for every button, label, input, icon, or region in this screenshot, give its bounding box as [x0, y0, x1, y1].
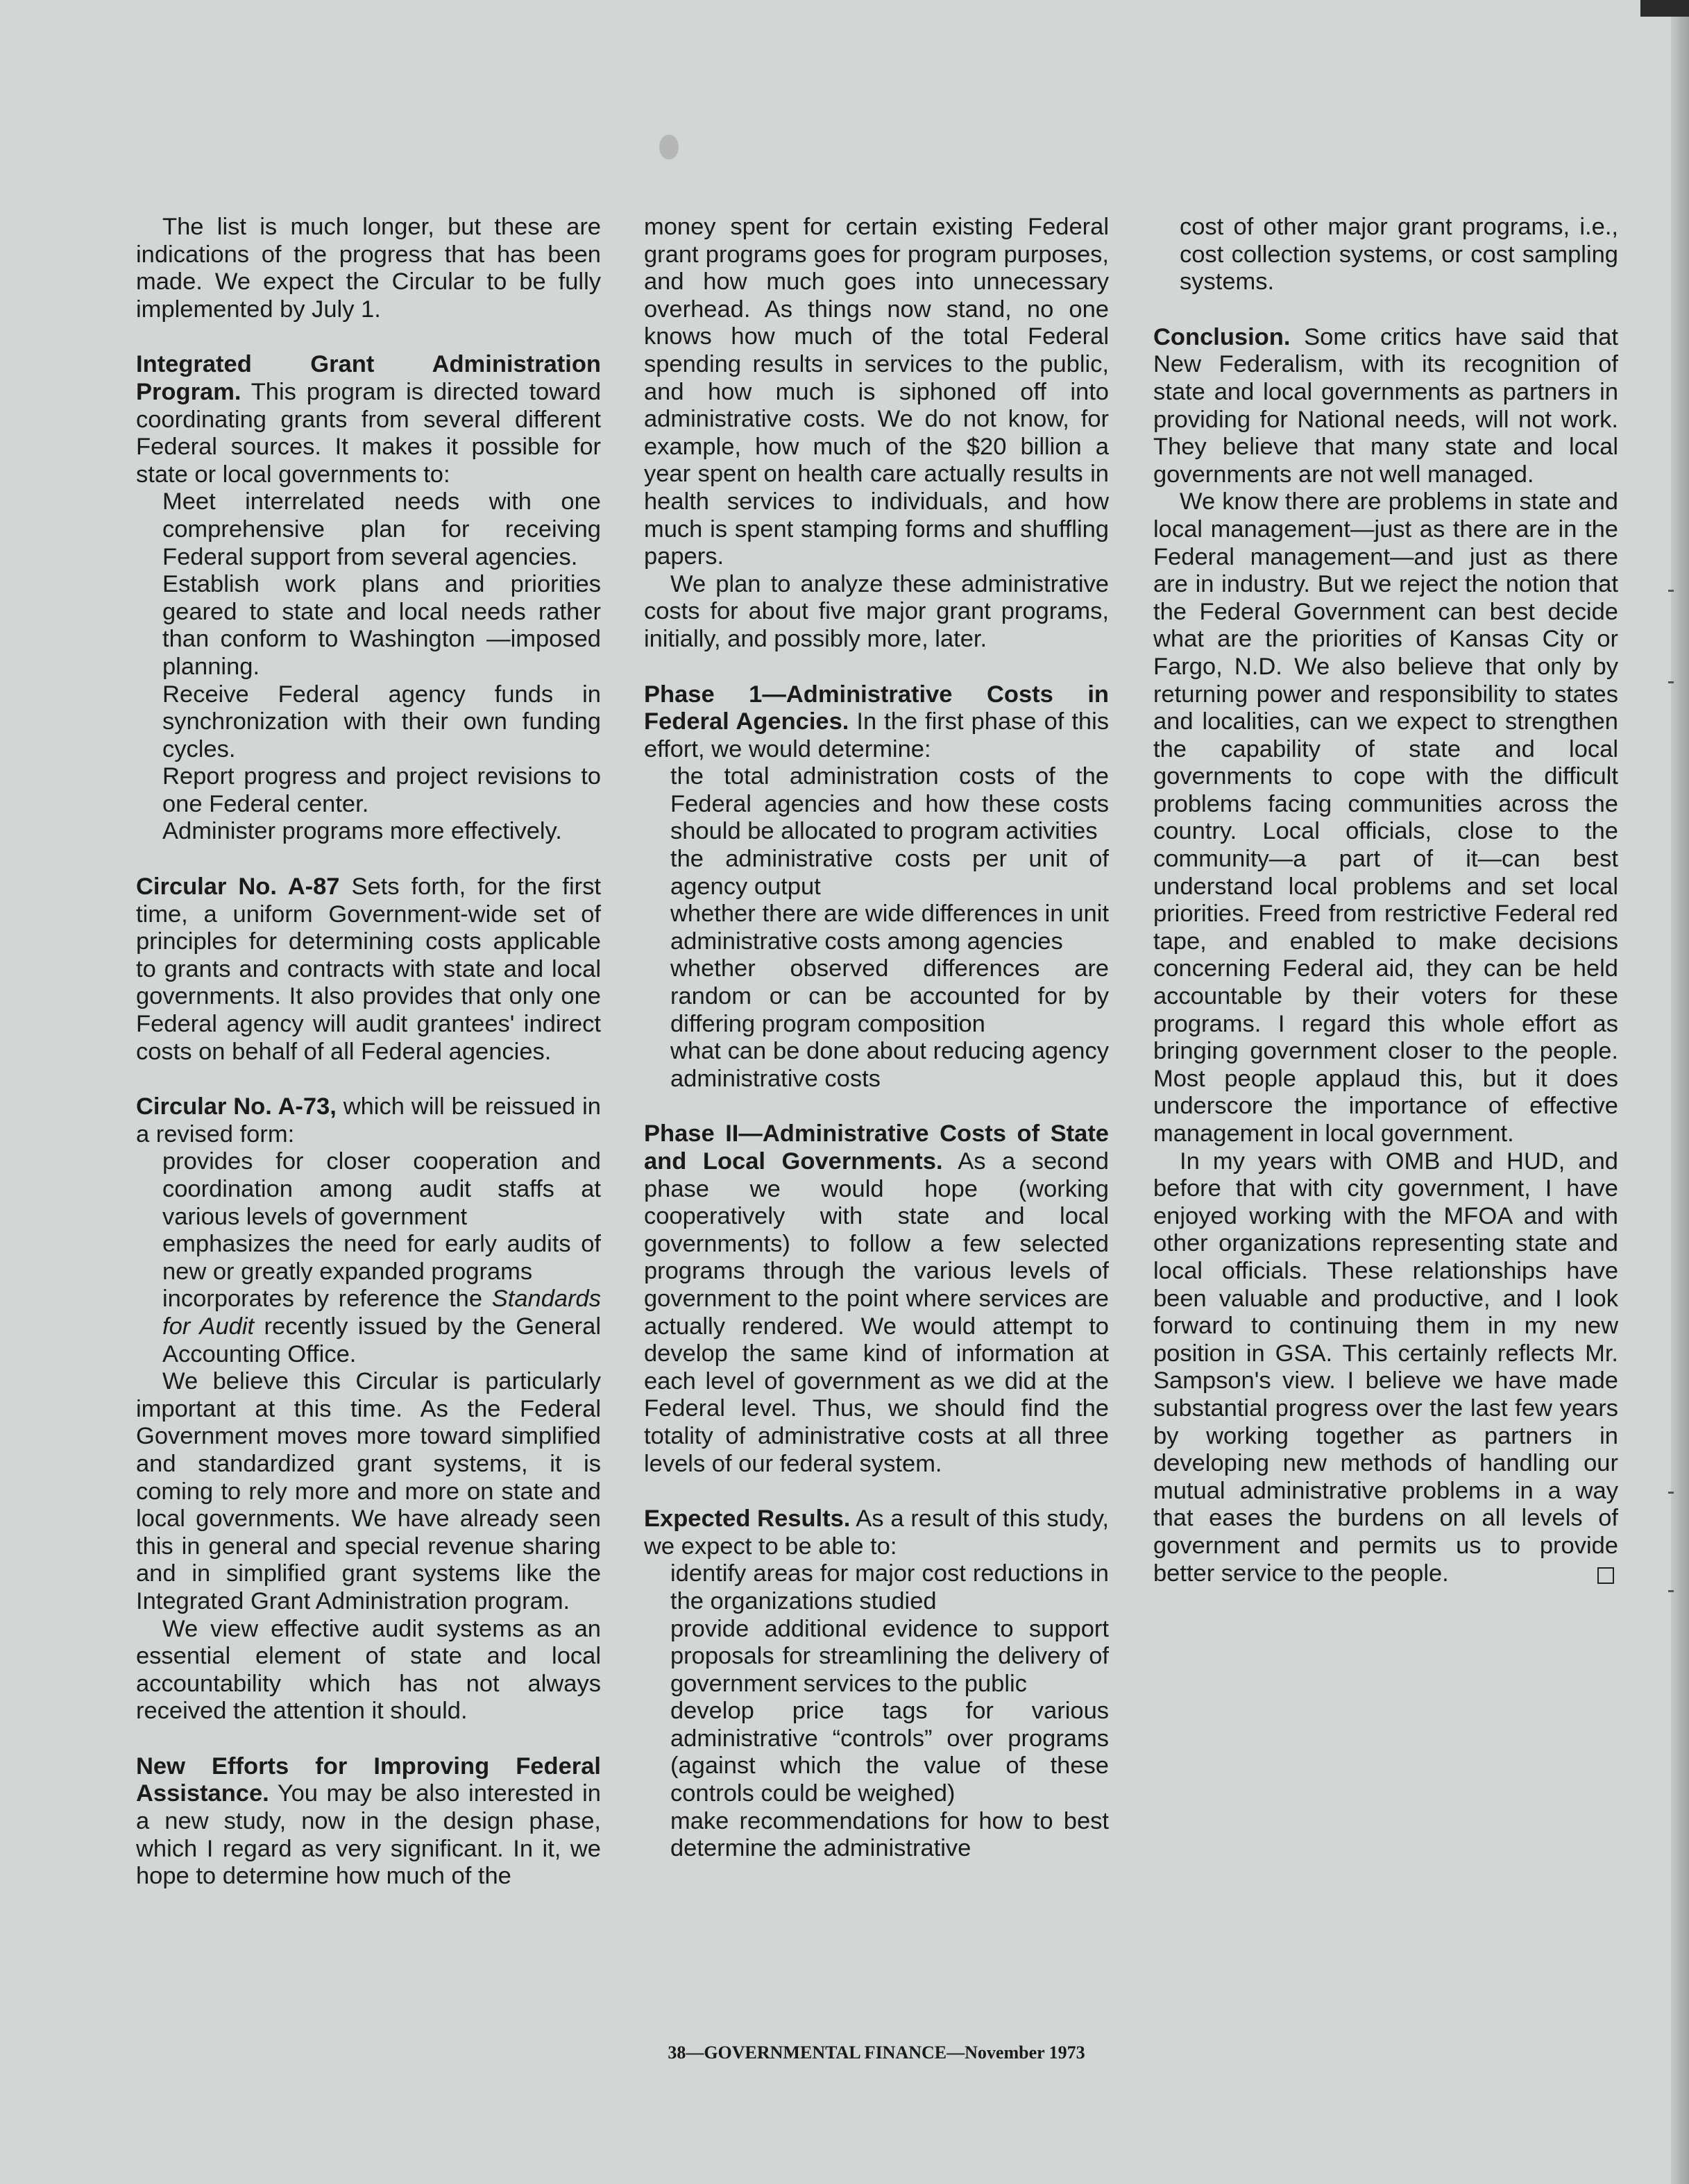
list-item: Report progress and project revisions to one Federal center. — [162, 763, 601, 817]
list-item: Administer programs more effectively. — [162, 818, 562, 845]
page-corner — [1640, 0, 1689, 17]
list-item — [162, 1286, 601, 1368]
conclusion-body: Some critics have said that New Federalism, with its recognition of state and local governments as partners in providing for National needs, will not work. They believe that many state and local governments are not well managed. — [1153, 323, 1618, 488]
expected-heading: Expected Results. — [644, 1505, 851, 1533]
list-item-text: recently issued by the General Accounting Office. — [162, 1313, 601, 1367]
a73-heading: Circular No. A-73, — [136, 1093, 337, 1120]
phase2-section — [644, 1120, 1109, 1478]
list-item: emphasizes the need for early audits of new or greatly expanded programs — [162, 1231, 601, 1285]
igap-heading: Integrated Grant Administration Program. — [136, 351, 601, 405]
phase1-body: In the first phase of this effort, we would determine: — [644, 708, 1110, 762]
conclusion-section — [1153, 324, 1618, 489]
list-item: the total administration costs of the Federal agencies and how these costs should be allocated to program activities — [670, 763, 1109, 845]
list-item: what can be done about reducing agency administrative costs — [670, 1038, 1109, 1092]
igap-body: This program is directed toward coordinating grants from several different Federal sources. It makes it possible for state or local governments to: — [136, 378, 602, 488]
continued-paragraph: money spent for certain existing Federal grant programs goes for program purposes, and how much goes into unnecessary overhead. As things now stand, no one knows how much of the total Federal spending results in services to the public, and how much is siphoned off into administrative costs. We do not know, for example, how much of the $20 billion a year spent on health care actually results in health services to individuals, and how much is spent stamping forms and shuffling papers. — [644, 214, 1109, 570]
continued-list-item: cost of other major grant programs, i.e., cost collection systems, or cost sampling systems. — [1180, 214, 1618, 296]
list-item: whether there are wide differences in unit administrative costs among agencies — [670, 901, 1109, 955]
punch-hole-mark — [659, 135, 679, 160]
margin-tick — [1668, 1492, 1674, 1494]
conclusion-heading: Conclusion. — [1153, 323, 1291, 350]
view-paragraph: We view effective audit systems as an essential element of state and local accountability which has not always received the attention it should. — [136, 1615, 601, 1725]
intro-paragraph: The list is much longer, but these are indications of the progress that has been made. We expect the Circular to be fully implemented by July 1. — [136, 214, 601, 323]
margin-tick — [1668, 590, 1674, 592]
list-item: Establish work plans and priorities geared to state and local needs rather than conform to Washington —imposed planning. — [162, 571, 601, 680]
list-item: provides for closer cooperation and coordination among audit staffs at various levels of government — [162, 1148, 601, 1230]
list-item: whether observed differences are random or can be accounted for by differing program composition — [670, 955, 1109, 1037]
list-item: develop price tags for various administrative “controls” over programs (against which the value of these controls could be weighed) — [670, 1698, 1109, 1807]
page-edge-shadow — [1671, 0, 1689, 2184]
phase1-section — [644, 681, 1109, 764]
a87-heading: Circular No. A-87 — [136, 873, 340, 901]
final-paragraph — [1153, 1148, 1618, 1588]
plan-paragraph: We plan to analyze these administrative costs for about five major grant programs, initially, and possibly more, later. — [644, 570, 1109, 652]
margin-tick — [1668, 681, 1674, 683]
expected-body: As a result of this study, we expect to be able to: — [644, 1505, 1109, 1560]
a73-section — [136, 1093, 601, 1148]
list-item: make recommendations for how to best determine the administrative — [670, 1807, 1109, 1862]
a73-body: which will be reissued in a revised form: — [136, 1093, 601, 1148]
final-paragraph-text: In my years with OMB and HUD, and before that with city government, I have enjoyed working with the MFOA and with other organizations representing state and local officials. These relationships have been valuable and productive, and I look forward to continuing them in my new position in GSA. This certainly reflects Mr. Sampson's view. I believe we have made substantial progress over the last few years by working together as partners in developing new methods of handling our mutual administrative problems in a way that eases the burdens on all levels of government and permits us to provide better service to the people. — [1153, 1148, 1618, 1587]
column-middle — [644, 214, 1109, 1863]
new-efforts-heading: New Efforts for Improving Federal Assistance. — [136, 1752, 601, 1807]
column-right — [1153, 214, 1618, 1587]
know-paragraph: We know there are problems in state and local management—just as there are in the Federal management—and just as there are in industry. But we reject the notion that the Federal Government can best decide what are the priorities of Kansas City or Fargo, N.D. We also believe that only by returning power and responsibility to states and localities, can we expect to strengthen the capability of state and local governments to cope with the difficult problems facing communities across the country. Local officials, close to the community—a part of it—can best understand local problems and set local priorities. Freed from restrictive Federal red tape, and enabled to make decisions concerning Federal aid, they can be held accountable by their voters for these programs. I regard this whole effort as bringing government closer to the people. Most people applaud this, but it does underscore the importance of effective management in local government. — [1153, 488, 1618, 1147]
phase2-body: As a second phase we would hope (working cooperatively with state and local governments) to follow a few selected programs through the various levels of government to the point where services are actually rendered. We would attempt to develop the same kind of information at each level of government as we did at the Federal level. Thus, we should find the totality of administrative costs at all three levels of our federal system. — [644, 1148, 1109, 1477]
list-item: Receive Federal agency funds in synchronization with their own funding cycles. — [162, 681, 601, 762]
end-of-article-square-icon — [1597, 1567, 1614, 1584]
list-item: provide additional evidence to support proposals for streamlining the delivery of government services to the public — [670, 1615, 1109, 1697]
igap-section — [136, 351, 601, 488]
phase1-heading: Phase 1—Administrative Costs in Federal Agencies. — [644, 681, 1109, 735]
page-footer: 38—GOVERNMENTAL FINANCE—November 1973 — [668, 2042, 1085, 2063]
list-item-text: incorporates by reference the — [162, 1286, 483, 1313]
standards-title: Standards for Audit — [162, 1286, 601, 1340]
column-left — [136, 214, 601, 1891]
believe-paragraph: We believe this Circular is particularly important at this time. As the Federal Government moves more toward simplified and standardized grant systems, it is coming to rely more and more on state and local governments. We have already seen this in general and special revenue sharing and in simplified grant systems like the Integrated Grant Administration program. — [136, 1368, 601, 1614]
new-efforts-section — [136, 1753, 601, 1891]
a87-section — [136, 873, 601, 1066]
list-item: Meet interrelated needs with one comprehensive plan for receiving Federal support from several agencies. — [162, 488, 601, 570]
list-item: the administrative costs per unit of agency output — [670, 846, 1109, 900]
new-efforts-body: You may be also interested in a new study, now in the design phase, which I regard as very significant. In it, we hope to determine how much of the — [136, 1780, 601, 1890]
list-item: identify areas for major cost reductions in the organizations studied — [670, 1560, 1109, 1614]
margin-tick — [1668, 1590, 1674, 1592]
phase2-heading: Phase II—Administrative Costs of State and Local Governments. — [644, 1120, 1109, 1175]
expected-section — [644, 1505, 1109, 1560]
a87-body: Sets forth, for the first time, a uniform Government-wide set of principles for determining costs applicable to grants and contracts with state and local governments. It also provides that only one Federal agency will audit grantees' indirect costs on behalf of all Federal agencies. — [136, 873, 601, 1065]
